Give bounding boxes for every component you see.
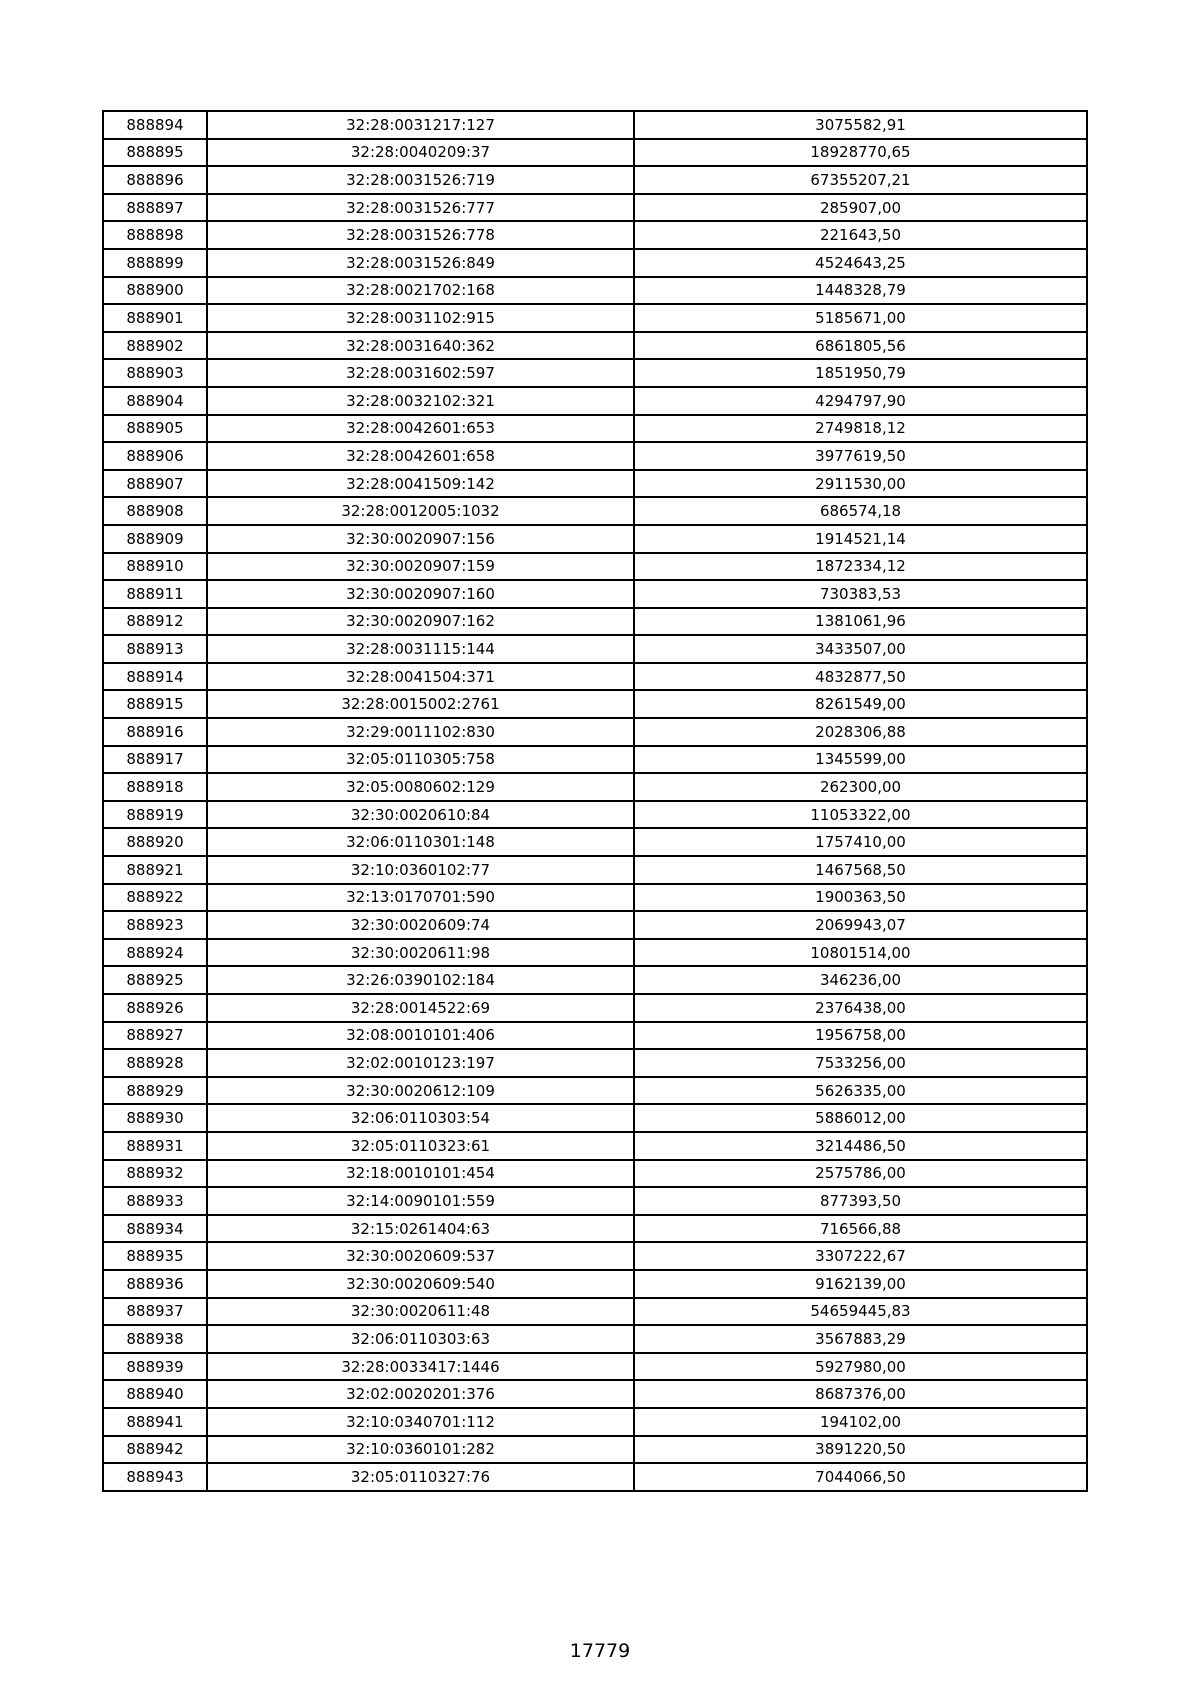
table-row — [103, 1270, 1087, 1298]
cadastral-number-cell: 32:30:0020907:160 — [207, 580, 634, 608]
table-row — [103, 690, 1087, 718]
table-row — [103, 1380, 1087, 1408]
cadastral-value-cell: 3214486,50 — [634, 1132, 1087, 1160]
cadastral-number-cell: 32:28:0031602:597 — [207, 359, 634, 387]
table-row — [103, 1104, 1087, 1132]
table-row — [103, 1215, 1087, 1243]
cadastral-value-cell: 2028306,88 — [634, 718, 1087, 746]
cadastral-value-cell: 3075582,91 — [634, 111, 1087, 139]
cadastral-value-cell: 4524643,25 — [634, 249, 1087, 277]
cadastral-number-cell: 32:13:0170701:590 — [207, 884, 634, 912]
table-row — [103, 194, 1087, 222]
table-row — [103, 1077, 1087, 1105]
row-number-cell: 888943 — [103, 1463, 207, 1491]
table-row — [103, 553, 1087, 581]
row-number-cell: 888910 — [103, 553, 207, 581]
row-number-cell: 888918 — [103, 773, 207, 801]
row-number-cell: 888942 — [103, 1436, 207, 1464]
table-row — [103, 387, 1087, 415]
row-number-cell: 888920 — [103, 828, 207, 856]
cadastral-value-cell: 877393,50 — [634, 1187, 1087, 1215]
row-number-cell: 888916 — [103, 718, 207, 746]
table-row — [103, 1353, 1087, 1381]
table-row — [103, 470, 1087, 498]
cadastral-value-cell: 5185671,00 — [634, 304, 1087, 332]
table-row — [103, 1160, 1087, 1188]
row-number-cell: 888923 — [103, 911, 207, 939]
row-number-cell: 888926 — [103, 994, 207, 1022]
cadastral-number-cell: 32:28:0031526:777 — [207, 194, 634, 222]
cadastral-value-cell: 2911530,00 — [634, 470, 1087, 498]
row-number-cell: 888912 — [103, 608, 207, 636]
cadastral-number-cell: 32:06:0110303:63 — [207, 1325, 634, 1353]
row-number-cell: 888898 — [103, 221, 207, 249]
table-row — [103, 994, 1087, 1022]
row-number-cell: 888895 — [103, 139, 207, 167]
cadastral-number-cell: 32:05:0110327:76 — [207, 1463, 634, 1491]
row-number-cell: 888911 — [103, 580, 207, 608]
cadastral-value-cell: 1956758,00 — [634, 1022, 1087, 1050]
cadastral-number-cell: 32:28:0031115:144 — [207, 635, 634, 663]
table-row — [103, 884, 1087, 912]
row-number-cell: 888904 — [103, 387, 207, 415]
cadastral-value-cell: 5626335,00 — [634, 1077, 1087, 1105]
cadastral-number-cell: 32:28:0042601:658 — [207, 442, 634, 470]
row-number-cell: 888905 — [103, 415, 207, 443]
cadastral-number-cell: 32:18:0010101:454 — [207, 1160, 634, 1188]
cadastral-number-cell: 32:30:0020609:540 — [207, 1270, 634, 1298]
cadastral-value-cell: 730383,53 — [634, 580, 1087, 608]
row-number-cell: 888897 — [103, 194, 207, 222]
table-row — [103, 166, 1087, 194]
cadastral-value-cell: 1872334,12 — [634, 553, 1087, 581]
row-number-cell: 888927 — [103, 1022, 207, 1050]
table-row — [103, 497, 1087, 525]
row-number-cell: 888931 — [103, 1132, 207, 1160]
cadastral-number-cell: 32:26:0390102:184 — [207, 966, 634, 994]
cadastral-number-cell: 32:30:0020611:48 — [207, 1298, 634, 1326]
cadastral-number-cell: 32:30:0020907:156 — [207, 525, 634, 553]
table-row — [103, 856, 1087, 884]
table-row — [103, 635, 1087, 663]
row-number-cell: 888908 — [103, 497, 207, 525]
table-row — [103, 773, 1087, 801]
cadastral-value-cell: 2749818,12 — [634, 415, 1087, 443]
table-row — [103, 525, 1087, 553]
cadastral-value-cell: 3307222,67 — [634, 1242, 1087, 1270]
cadastral-value-cell: 716566,88 — [634, 1215, 1087, 1243]
table-row — [103, 277, 1087, 305]
row-number-cell: 888896 — [103, 166, 207, 194]
cadastral-value-cell: 18928770,65 — [634, 139, 1087, 167]
cadastral-value-cell: 1467568,50 — [634, 856, 1087, 884]
table-row — [103, 221, 1087, 249]
cadastral-number-cell: 32:10:0360101:282 — [207, 1436, 634, 1464]
table-row — [103, 1298, 1087, 1326]
cadastral-value-cell: 1900363,50 — [634, 884, 1087, 912]
cadastral-value-cell: 11053322,00 — [634, 801, 1087, 829]
table-row — [103, 1325, 1087, 1353]
cadastral-value-cell: 1345599,00 — [634, 746, 1087, 774]
row-number-cell: 888939 — [103, 1353, 207, 1381]
table-row — [103, 1463, 1087, 1491]
table-row — [103, 1242, 1087, 1270]
cadastral-number-cell: 32:30:0020907:162 — [207, 608, 634, 636]
cadastral-value-cell: 285907,00 — [634, 194, 1087, 222]
table-row — [103, 939, 1087, 967]
cadastral-value-cell: 4832877,50 — [634, 663, 1087, 691]
row-number-cell: 888902 — [103, 332, 207, 360]
row-number-cell: 888937 — [103, 1298, 207, 1326]
row-number-cell: 888919 — [103, 801, 207, 829]
cadastral-number-cell: 32:28:0031217:127 — [207, 111, 634, 139]
cadastral-number-cell: 32:28:0014522:69 — [207, 994, 634, 1022]
row-number-cell: 888936 — [103, 1270, 207, 1298]
table-row — [103, 746, 1087, 774]
row-number-cell: 888907 — [103, 470, 207, 498]
cadastral-number-cell: 32:06:0110303:54 — [207, 1104, 634, 1132]
cadastral-number-cell: 32:30:0020611:98 — [207, 939, 634, 967]
cadastral-value-cell: 3567883,29 — [634, 1325, 1087, 1353]
cadastral-value-cell: 1448328,79 — [634, 277, 1087, 305]
cadastral-value-cell: 2575786,00 — [634, 1160, 1087, 1188]
cadastral-number-cell: 32:28:0015002:2761 — [207, 690, 634, 718]
cadastral-value-cell: 54659445,83 — [634, 1298, 1087, 1326]
cadastral-value-cell: 6861805,56 — [634, 332, 1087, 360]
row-number-cell: 888934 — [103, 1215, 207, 1243]
cadastral-number-cell: 32:28:0032102:321 — [207, 387, 634, 415]
table-row — [103, 442, 1087, 470]
cadastral-value-cell: 7533256,00 — [634, 1049, 1087, 1077]
cadastral-number-cell: 32:28:0021702:168 — [207, 277, 634, 305]
cadastral-number-cell: 32:08:0010101:406 — [207, 1022, 634, 1050]
cadastral-number-cell: 32:28:0033417:1446 — [207, 1353, 634, 1381]
table-row — [103, 359, 1087, 387]
cadastral-number-cell: 32:28:0031526:849 — [207, 249, 634, 277]
table-row — [103, 1022, 1087, 1050]
row-number-cell: 888940 — [103, 1380, 207, 1408]
row-number-cell: 888909 — [103, 525, 207, 553]
cadastral-value-cell: 1851950,79 — [634, 359, 1087, 387]
cadastral-value-cell: 1381061,96 — [634, 608, 1087, 636]
row-number-cell: 888899 — [103, 249, 207, 277]
cadastral-number-cell: 32:05:0110323:61 — [207, 1132, 634, 1160]
table-row — [103, 663, 1087, 691]
row-number-cell: 888906 — [103, 442, 207, 470]
row-number-cell: 888915 — [103, 690, 207, 718]
table-row — [103, 1187, 1087, 1215]
cadastral-value-cell: 5886012,00 — [634, 1104, 1087, 1132]
cadastral-number-cell: 32:02:0010123:197 — [207, 1049, 634, 1077]
cadastral-number-cell: 32:30:0020610:84 — [207, 801, 634, 829]
cadastral-value-cell: 1757410,00 — [634, 828, 1087, 856]
cadastral-value-cell: 2069943,07 — [634, 911, 1087, 939]
cadastral-number-cell: 32:30:0020612:109 — [207, 1077, 634, 1105]
cadastral-number-cell: 32:28:0041504:371 — [207, 663, 634, 691]
row-number-cell: 888921 — [103, 856, 207, 884]
row-number-cell: 888894 — [103, 111, 207, 139]
cadastral-number-cell: 32:28:0031102:915 — [207, 304, 634, 332]
row-number-cell: 888935 — [103, 1242, 207, 1270]
cadastral-number-cell: 32:14:0090101:559 — [207, 1187, 634, 1215]
cadastral-value-cell: 262300,00 — [634, 773, 1087, 801]
cadastral-number-cell: 32:05:0110305:758 — [207, 746, 634, 774]
table-row — [103, 139, 1087, 167]
table-row — [103, 111, 1087, 139]
table-row — [103, 608, 1087, 636]
table-row — [103, 801, 1087, 829]
table-row — [103, 415, 1087, 443]
table-body — [103, 111, 1087, 1491]
table-row — [103, 1132, 1087, 1160]
cadastral-value-cell: 3891220,50 — [634, 1436, 1087, 1464]
table-row — [103, 304, 1087, 332]
row-number-cell: 888900 — [103, 277, 207, 305]
cadastral-value-cell: 3977619,50 — [634, 442, 1087, 470]
cadastral-value-cell: 1914521,14 — [634, 525, 1087, 553]
cadastral-value-cell: 8261549,00 — [634, 690, 1087, 718]
row-number-cell: 888917 — [103, 746, 207, 774]
cadastral-value-cell: 5927980,00 — [634, 1353, 1087, 1381]
cadastral-number-cell: 32:30:0020907:159 — [207, 553, 634, 581]
cadastral-number-cell: 32:30:0020609:537 — [207, 1242, 634, 1270]
cadastral-value-cell: 346236,00 — [634, 966, 1087, 994]
cadastral-value-cell: 10801514,00 — [634, 939, 1087, 967]
cadastral-value-cell: 3433507,00 — [634, 635, 1087, 663]
cadastral-value-cell: 686574,18 — [634, 497, 1087, 525]
cadastral-number-cell: 32:15:0261404:63 — [207, 1215, 634, 1243]
cadastral-number-cell: 32:05:0080602:129 — [207, 773, 634, 801]
row-number-cell: 888938 — [103, 1325, 207, 1353]
page-number: 17779 — [569, 1640, 631, 1662]
cadastral-number-cell: 32:29:0011102:830 — [207, 718, 634, 746]
row-number-cell: 888925 — [103, 966, 207, 994]
cadastral-number-cell: 32:30:0020609:74 — [207, 911, 634, 939]
table-row — [103, 828, 1087, 856]
table-row — [103, 911, 1087, 939]
row-number-cell: 888928 — [103, 1049, 207, 1077]
cadastral-value-cell: 9162139,00 — [634, 1270, 1087, 1298]
cadastral-number-cell: 32:28:0031526:778 — [207, 221, 634, 249]
cadastral-value-cell: 67355207,21 — [634, 166, 1087, 194]
row-number-cell: 888930 — [103, 1104, 207, 1132]
cadastral-value-cell: 194102,00 — [634, 1408, 1087, 1436]
cadastral-value-cell: 8687376,00 — [634, 1380, 1087, 1408]
row-number-cell: 888932 — [103, 1160, 207, 1188]
row-number-cell: 888901 — [103, 304, 207, 332]
cadastral-number-cell: 32:28:0012005:1032 — [207, 497, 634, 525]
table-row — [103, 580, 1087, 608]
cadastral-number-cell: 32:10:0340701:112 — [207, 1408, 634, 1436]
cadastral-value-cell: 7044066,50 — [634, 1463, 1087, 1491]
table-row — [103, 966, 1087, 994]
cadastral-number-cell: 32:02:0020201:376 — [207, 1380, 634, 1408]
cadastral-value-cell: 4294797,90 — [634, 387, 1087, 415]
cadastral-value-cell: 221643,50 — [634, 221, 1087, 249]
table-row — [103, 1049, 1087, 1077]
cadastral-number-cell: 32:28:0031526:719 — [207, 166, 634, 194]
table-row — [103, 1408, 1087, 1436]
cadastral-value-table — [102, 110, 1088, 1492]
cadastral-value-cell: 2376438,00 — [634, 994, 1087, 1022]
row-number-cell: 888913 — [103, 635, 207, 663]
cadastral-number-cell: 32:28:0040209:37 — [207, 139, 634, 167]
cadastral-number-cell: 32:28:0031640:362 — [207, 332, 634, 360]
row-number-cell: 888933 — [103, 1187, 207, 1215]
row-number-cell: 888903 — [103, 359, 207, 387]
row-number-cell: 888924 — [103, 939, 207, 967]
row-number-cell: 888922 — [103, 884, 207, 912]
row-number-cell: 888941 — [103, 1408, 207, 1436]
table-row — [103, 718, 1087, 746]
cadastral-number-cell: 32:10:0360102:77 — [207, 856, 634, 884]
cadastral-number-cell: 32:28:0042601:653 — [207, 415, 634, 443]
row-number-cell: 888929 — [103, 1077, 207, 1105]
table-row — [103, 249, 1087, 277]
row-number-cell: 888914 — [103, 663, 207, 691]
cadastral-number-cell: 32:28:0041509:142 — [207, 470, 634, 498]
table-row — [103, 1436, 1087, 1464]
cadastral-number-cell: 32:06:0110301:148 — [207, 828, 634, 856]
table-row — [103, 332, 1087, 360]
